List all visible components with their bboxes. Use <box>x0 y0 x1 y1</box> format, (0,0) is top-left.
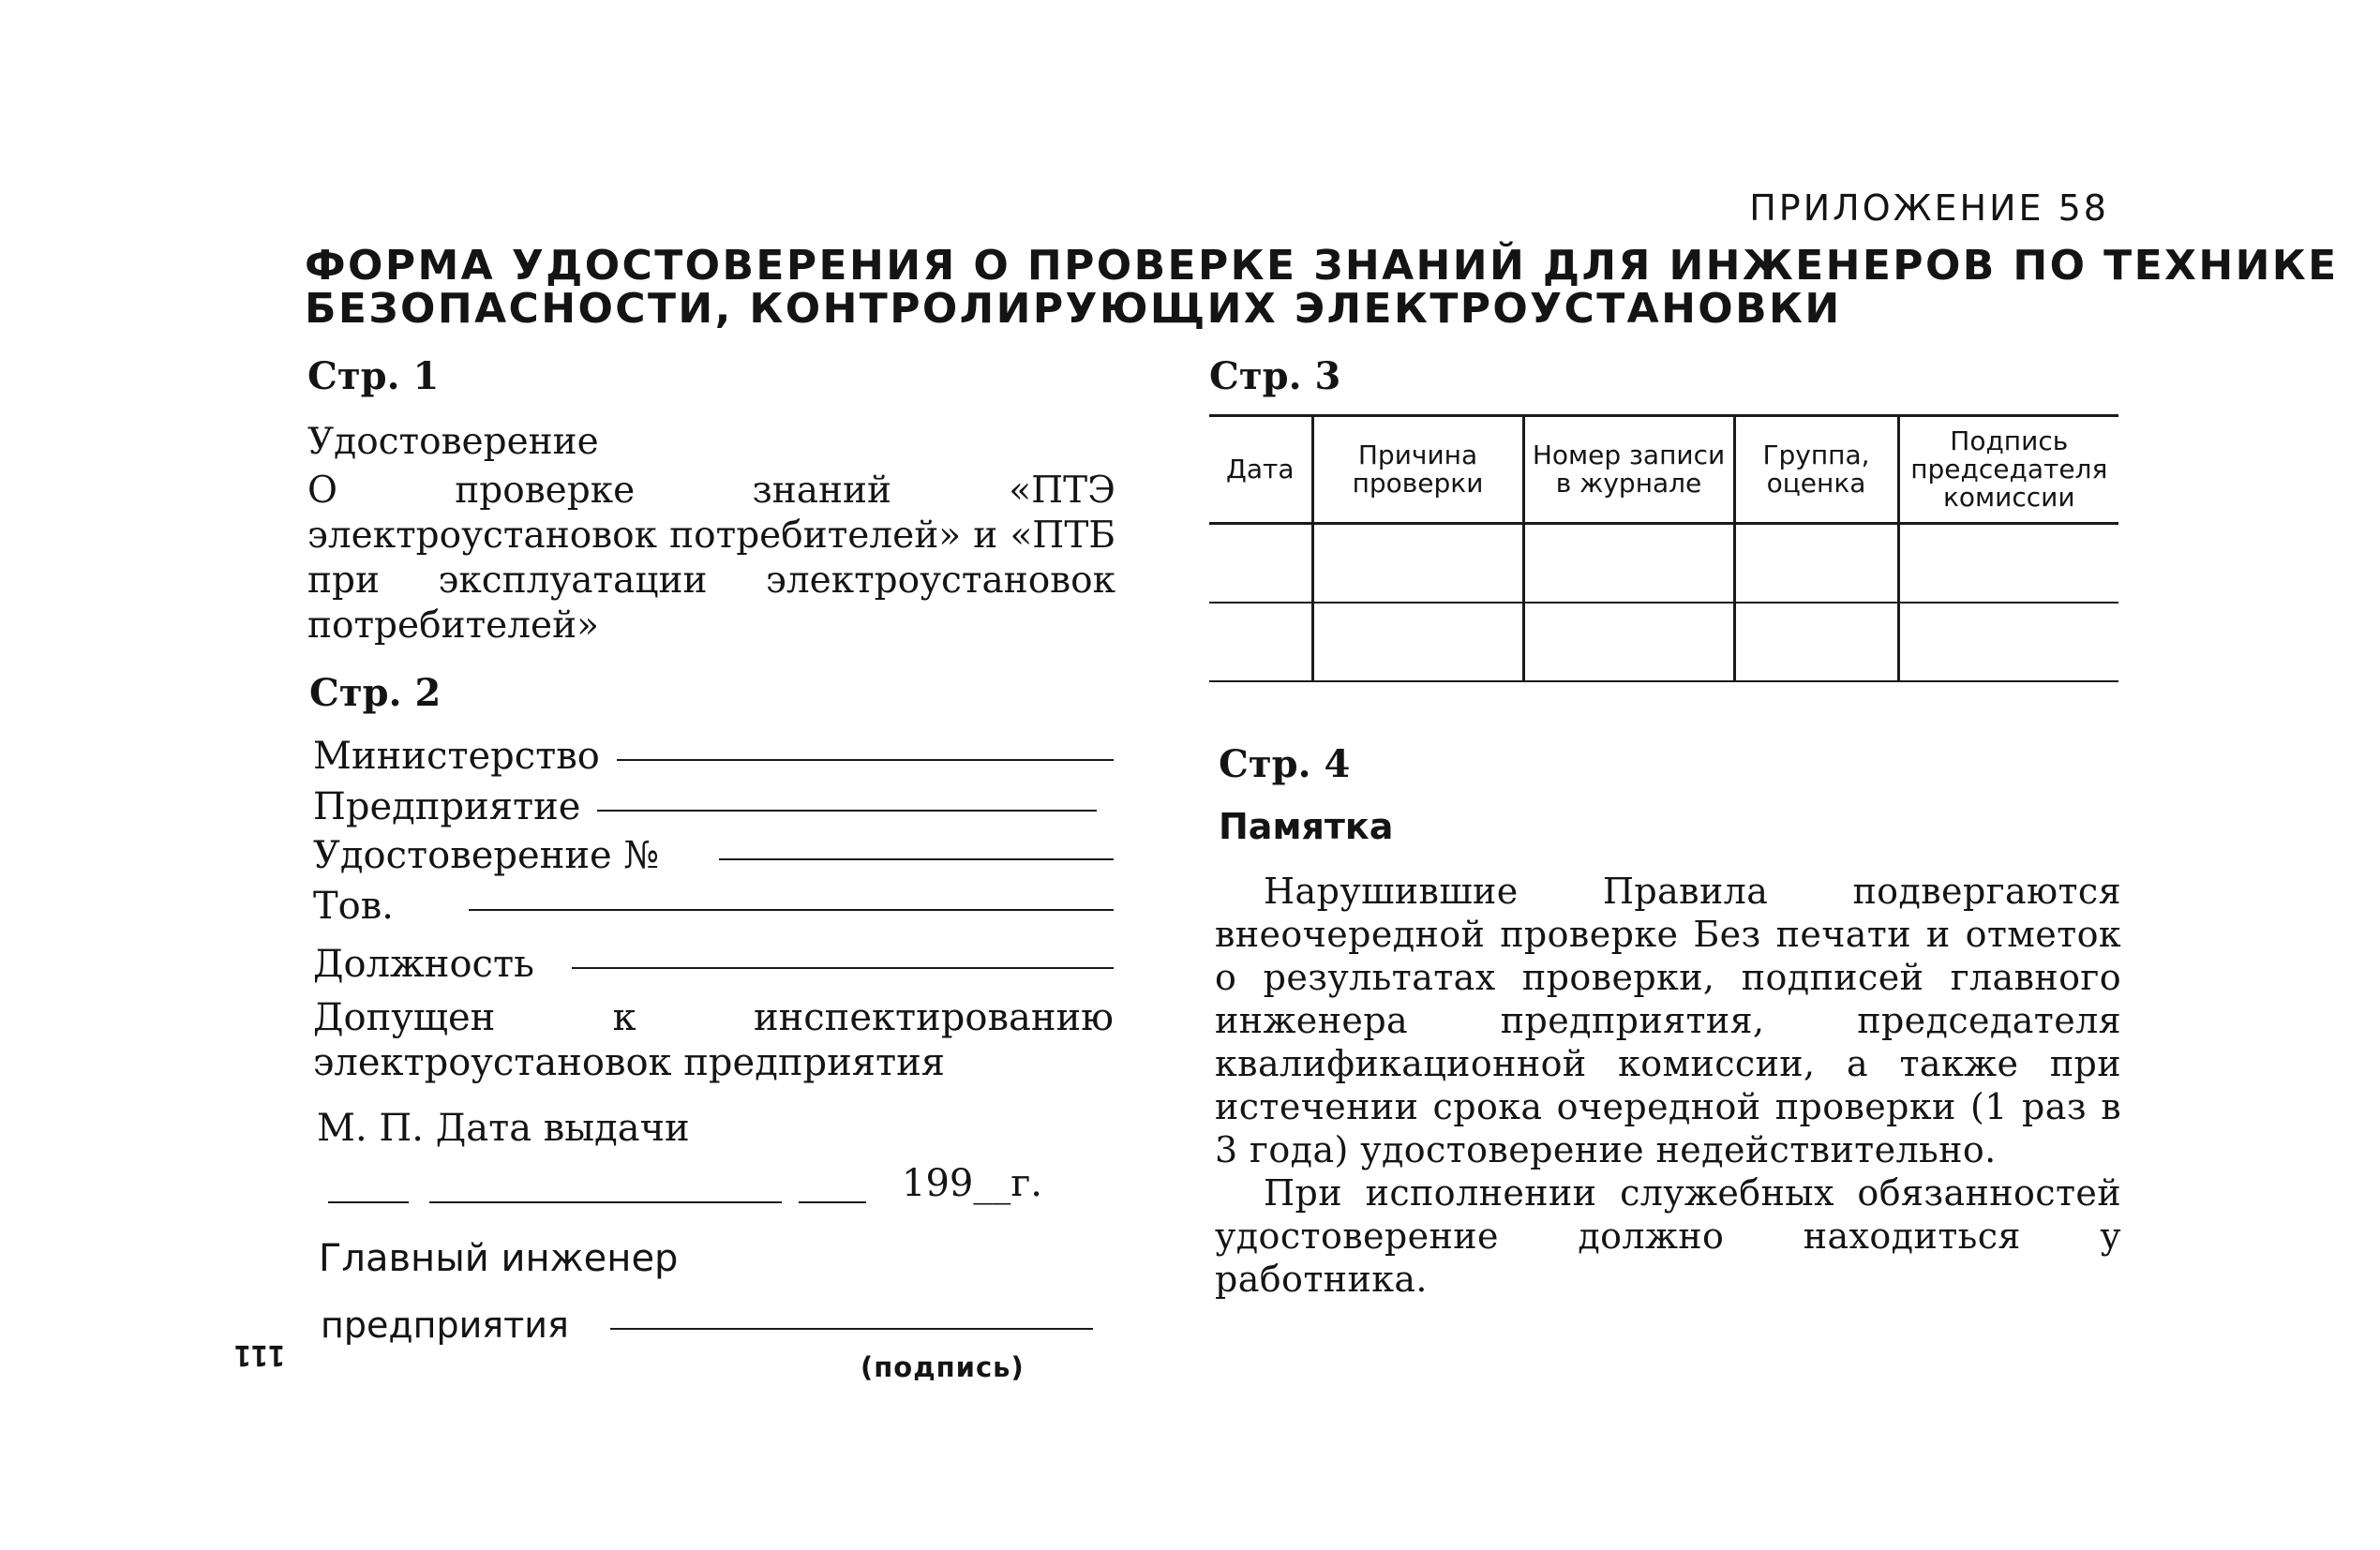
ministry-field[interactable] <box>313 735 1114 778</box>
certificate-number-blank-line <box>719 858 1114 860</box>
date-extra-blank <box>799 1201 866 1203</box>
comrade-blank-line <box>469 909 1114 911</box>
comrade-label: Тов. <box>313 885 394 928</box>
table-cell[interactable] <box>1523 524 1734 604</box>
column-header-journal-number: Номер записи в журнале <box>1523 416 1734 524</box>
year-suffix: 199__г. <box>902 1162 1043 1205</box>
column-header-date: Дата <box>1209 416 1312 524</box>
table-cell[interactable] <box>1209 524 1312 604</box>
side-page-mark-text: 111 <box>233 1338 286 1372</box>
chief-engineer-label: Главный инженер <box>319 1237 679 1280</box>
page3-heading: Стр. 3 <box>1209 354 1341 398</box>
date-day-blank <box>328 1201 409 1203</box>
side-page-mark <box>233 1329 286 1379</box>
table-cell[interactable] <box>1898 524 2118 604</box>
page1-heading: Стр. 1 <box>307 354 440 398</box>
memo-paragraph-1: Нарушившие Правила подвергаются внеочередной проверке Без печати и отметок о результатах проверки, подписей главного инженера предприятия, председателя квалификационной комиссии, а также при истечении срока очередной проверки (1 раз в 3 года) удостоверение недействительно. <box>1215 871 2121 1170</box>
enterprise-blank-line <box>597 810 1097 812</box>
table-cell[interactable] <box>1523 603 1734 681</box>
admitted-text: Допущен к инспектированию электроустановок предприятия <box>313 996 1114 1084</box>
page4-heading: Стр. 4 <box>1219 742 1351 786</box>
form-title-line-1: ФОРМА УДОСТОВЕРЕНИЯ О ПРОВЕРКЕ ЗНАНИЙ ДЛЯ ИНЖЕНЕРОВ ПО ТЕХНИКЕ <box>305 242 2339 290</box>
certificate-subject: О проверке знаний «ПТЭ электроустановок потребителей» и «ПТБ при эксплуатации электроустановок потребителей» <box>307 469 1115 647</box>
ministry-blank-line <box>617 759 1114 761</box>
certificate-doc-name: Удостоверение <box>307 421 599 463</box>
ministry-label: Министерство <box>313 735 600 778</box>
table-cell[interactable] <box>1312 524 1523 604</box>
table-cell[interactable] <box>1898 603 2118 681</box>
page2-heading: Стр. 2 <box>309 671 442 715</box>
position-field[interactable] <box>313 943 1114 986</box>
column-header-chairman-signature: Подпись председателя комиссии <box>1910 425 2108 513</box>
table-row <box>1209 524 2118 604</box>
memo-title: Памятка <box>1219 806 1394 847</box>
column-header-reason: Причина проверки <box>1312 416 1523 524</box>
table-header-row <box>1209 416 2118 524</box>
column-header-group-grade: Группа, оценка <box>1734 416 1898 524</box>
position-blank-line <box>572 967 1114 969</box>
comrade-field[interactable] <box>313 885 1114 928</box>
certificate-number-field[interactable] <box>313 834 1114 877</box>
table-cell[interactable] <box>1312 603 1523 681</box>
table-row <box>1209 603 2118 681</box>
appendix-label: ПРИЛОЖЕНИЕ 58 <box>1749 187 2109 229</box>
enterprise-label: Предприятие <box>313 785 581 828</box>
certificate-number-label: Удостоверение № <box>313 834 660 877</box>
form-title-line-2: БЕЗОПАСНОСТИ, КОНТРОЛИРУЮЩИХ ЭЛЕКТРОУСТАНОВКИ <box>305 285 1842 333</box>
position-label: Должность <box>313 943 534 986</box>
table-cell[interactable] <box>1734 524 1898 604</box>
date-month-blank <box>429 1201 782 1203</box>
enterprise-sign-label: предприятия <box>321 1304 569 1346</box>
stamp-date-label: М. П. Дата выдачи <box>317 1107 690 1150</box>
signature-blank-line <box>610 1328 1093 1330</box>
chief-engineer-signature-field[interactable] <box>321 1304 1093 1346</box>
table-cell[interactable] <box>1209 603 1312 681</box>
signature-caption: (подпись) <box>861 1351 1025 1383</box>
enterprise-field[interactable] <box>313 785 1097 828</box>
inspection-log-table <box>1209 414 2118 682</box>
table-cell[interactable] <box>1734 603 1898 681</box>
memo-paragraph-2: При исполнении служебных обязанностей удостоверение должно находиться у работника. <box>1215 1172 2121 1300</box>
